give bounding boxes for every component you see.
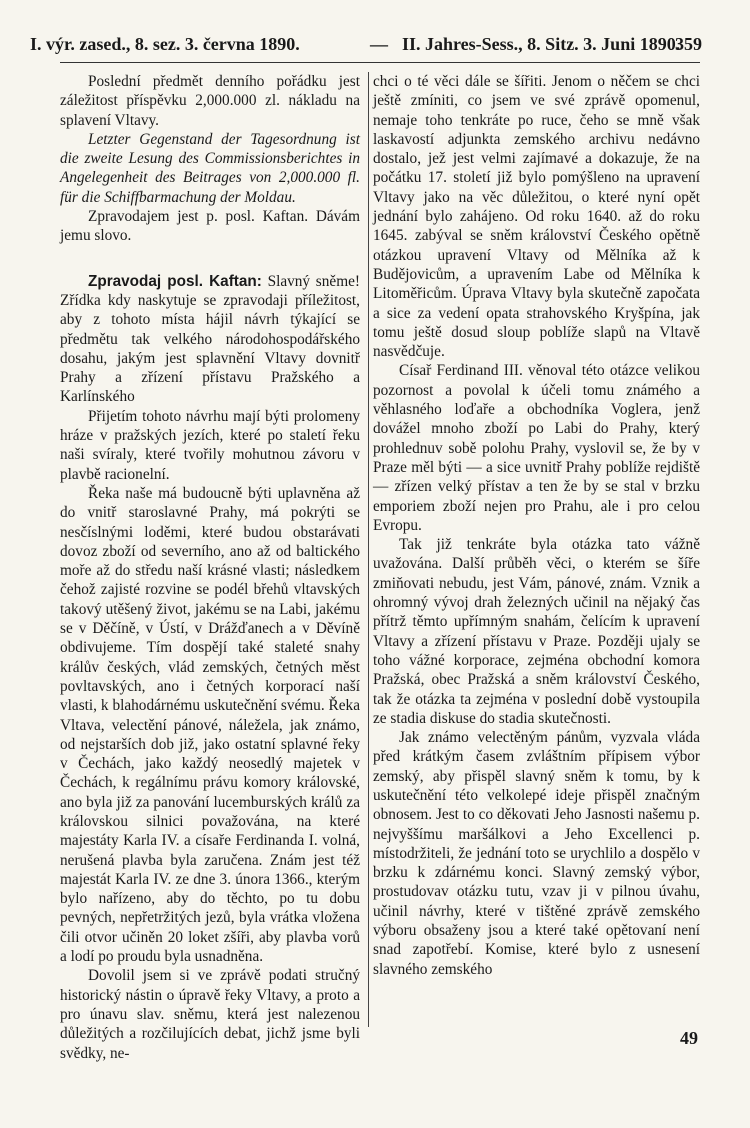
paragraph-text: Dovolil jsem si ve zprávě podati stručný historický nástin o úpravě řeky Vltavy, a proto a pro únavu slav. sněmu, která jest nalezenou důležitých a rozčilujících debat, jichž jsme byli svědky, ne- (60, 967, 360, 1062)
speaker-name: Zpravodaj posl. Kaftan: (88, 272, 262, 290)
page-header (30, 34, 702, 58)
paragraph-text: Zpravodajem jest p. posl. Kaftan. Dávám jemu slovo. (60, 208, 360, 245)
signature-mark: 49 (680, 1028, 698, 1048)
paragraph (60, 484, 360, 966)
paragraph (373, 361, 700, 535)
paragraph (60, 272, 360, 407)
paragraph-text: Poslední předmět denního pořádku jest záležitost příspěvku 2,000.000 zl. nákladu na splavení Vltavy. (60, 73, 360, 129)
header-separator: — (370, 34, 388, 54)
right-column (373, 72, 700, 979)
left-column (60, 72, 360, 1063)
paragraph-text: Letzter Gegenstand der Tagesordnung ist die zweite Lesung des Commissionsberichtes in Angelegenheit des Beitrages von 2,000.000 fl. für die Schiffbarmachung der Moldau. (60, 130, 360, 206)
page-number: 359 (675, 34, 702, 54)
header-rule (60, 62, 700, 63)
paragraph (60, 207, 360, 246)
header-czech: I. výr. zased., 8. sez. 3. června 1890. (30, 34, 300, 54)
paragraph-text: Císař Ferdinand III. věnoval této otázce velikou pozornost a povolal k účeli tomu známého a věhlasného loďaře a obchodníka Voglera, jenž dovážel mnoho zboží po Labi do Prahy, který prohlednuv sobě polohu Prahy, vyslovil se, že by v Praze měl býti — a sice uvnitř Prahy poblíže rejdiště — zřízen velký přístav a ten že by se stal v brzku emporiem zboží nejen pro Prahu, ale i pro celou Evropu. (373, 362, 700, 534)
column-divider (368, 72, 369, 1027)
paragraph-text: Přijetím tohoto návrhu mají býti prolomeny hráze v pražských jezích, které po staletí řeku naši svíraly, které tvořily mohutnou závoru v plavbě racionelní. (60, 407, 360, 483)
header-german: II. Jahres-Sess., 8. Sitz. 3. Juni 1890. (402, 34, 681, 54)
paragraph (60, 407, 360, 484)
paragraph (60, 72, 360, 130)
paragraph-text: Jak známo velectěným pánům, vyzvala vláda před krátkým časem zvláštním přípisem výbor zemský, aby přispěl slavný sněm k tomu, by k uskutečnění této velkolepé ideje přispěl značným obnosem. Jest to co děkovati Jeho Jasnosti našemu p. nejvyššímu maršálkovi a Jeho Excellenci p. místodržiteli, že jednání toto se urychlilo a dospělo v brzku k zdárnému konci. Slavný zemský výbor, prostudovav otázku tutu, vzav ji v pilnou úvahu, učinil návrhy, které v tištěné zprávě zemského výboru obsaženy jsou a které také opětovaní není snad zapotřebí. Komise, které bylo z usnesení slavného zemského (373, 729, 700, 978)
paragraph (373, 728, 700, 979)
paragraph (373, 72, 700, 361)
paragraph-text: Řeka naše má budoucně býti uplavněna až do vnitř staroslavné Prahy, má pokrýti se nesčíslnými loděmi, které budou obstarávati dovoz zboží od severního, ano až od baltického moře až do středu naší krásné vlasti; následkem čehož zajisté rozvine se podél břehů vltavských takový utěšený život, jakému se na Labi, jakému se v Děčíně, v Ústí, v Drážďanech a v Děvíně obdivujeme. Tím dospějí také staleté snahy králův českých, vlád zemských, četných měst povltavských, ano i četných korporací naší vlasti, k blahodárnému uskutečnění svému. Řeka Vltava, velectění pánové, náležela, jak známo, od nejstarších dob již, jako ostatní splavné řeky v Čechách, jako každý neosedlý majetek v Čechách, k regálnímu právu komory královské, ano byla již za panování lucemburských králů za královskou silnici považována, na které majestáty Karla IV. a císaře Ferdinanda I. volná, nerušená plavba byla zaručena. Znám jest též majestát Karla IV. ze dne 3. února 1366., kterým bylo nařízeno, aby do těchto, po tu dobu pevných, nepřetržitých jezů, byla vrátka vložena čili otvor učiněn 20 loket zšíři, aby plavba vorů a lodí po proudu byla usnadněna. (60, 484, 360, 966)
paragraph (373, 535, 700, 728)
paragraph-text: Tak již tenkráte byla otázka tato vážně uvažována. Další průběh věci, o kterém se šíře zmiňovati nebudu, jest Vám, pánové, znám. Vznik a ohromný vývoj drah železných učinil na nějaký čas přítrž těmto upřímným snahám, čelícím k upravení Vltavy a zřízení přístavu v Praze. Později ujaly se toho vážné korporace, zejména obchodní komora Pražská, obec Pražská a sněm království Českého, tak že otázka ta zejména v poslední době vystoupila ze stadia diskuse do stadia skutečnosti. (373, 536, 700, 727)
paragraph (60, 966, 360, 1062)
paragraph (60, 130, 360, 207)
paragraph-text: Slavný sněme! Zřídka kdy naskytuje se zpravodaji příležitost, aby z tohoto místa hájil návrh týkající se předmětu tak velkého národohospodářského dosahu, jakým jest splavnění Vltavy dovnitř Prahy a zřízení přístavu Pražského a Karlínského (60, 272, 360, 406)
paragraph-text: chci o té věci dále se šířiti. Jenom o něčem se chci ještě zmíniti, co jsem ve své zprávě opomenul, nemaje toho tenkráte po ruce, čeho se mně však laskavostí adjunkta zemského archivu nedávno dostalo, jež jest velmi zajímavé a dokazuje, že na počátku 17. století již bylo pomýšleno na upravení Vltavy jako na věc důležitou, o které nyní opět jednání bylo zahájeno. Od roku 1640. až do roku 1645. zabýval se sněm království Českého opětně otázkou upravení Vltavy od Mělníka až k Budějovicům, a upravením Labe od Mělníka k Litoměřicům. Úprava Vltavy byla skutečně započata a sice za vedení opata strahovského Kryšpína, jak tomu ještě dosud sloup poblíže slapů na Vltavě nasvědčuje. (373, 73, 700, 361)
